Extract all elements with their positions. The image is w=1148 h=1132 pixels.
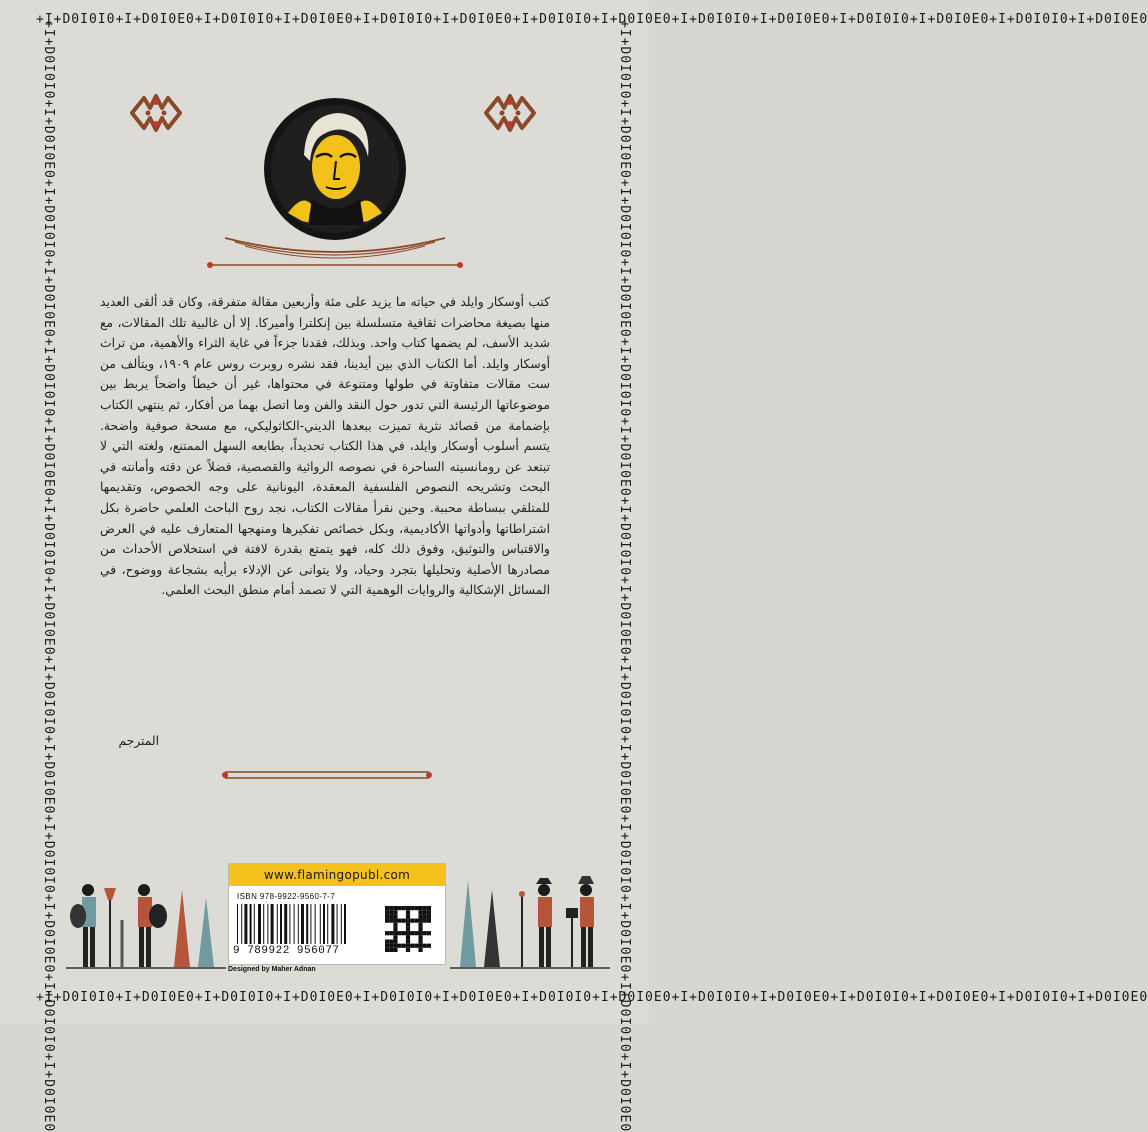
barcode-panel — [228, 863, 446, 965]
border-pattern-left: +I+D0I0I0+I+D0I0E0+I+D0I0I0+I+D0I0E0+I+D0I0I0+I+D0I0E0+I+D0I0I0+I+D0I0E0+I+D0I0I0+I+D0I0E0+I+D0I0I0+I+D0I0E0+I+D0I0I0+I+D0I0E0 — [41, 20, 56, 1132]
barcode-icon — [235, 904, 377, 944]
tribal-ornament-icon — [128, 90, 184, 136]
tribal-ornament-icon — [482, 90, 538, 136]
border-pattern-top: +I+D0I0I0+I+D0I0E0+I+D0I0I0+I+D0I0E0+I+D0I0I0+I+D0I0E0+I+D0I0I0+I+D0I0E0+I+D0I0I0+I+D0I0E0+I+D0I0I0+I+D0I0E0+I+D0I0I0+I+D0I0E0 — [36, 12, 1148, 27]
warriors-illustration-left — [66, 870, 226, 972]
book-description: كتب أوسكار وايلد في حياته ما يزيد على مئة وأربعين مقالة متفرقة، وكان قد ألقى العديد منها بصيغة محاضرات ثقافية متسلسلة بين إنكلترا وأميركا. إلا أن غالبية تلك المقالات، مع شديد الأسف، لم يضمها كتاب واحد. وبذلك، فقدنا جزءاً في غاية الثراء والأهمية، من تراث أوسكار وايلد. أما الكتاب الذي بين أيدينا، فقد نشره روبرت روس عام ١٩٠٩، ويتألف من ست مقالات متفاوتة في طولها ومتنوعة في محتواها، غير أن خيطاً واضحاً يربط بين موضوعاتها الرئيسة التي تدور حول النقد والفن وما اتصل بهما من أفكار، ثم ينتهي الكتاب بإضمامة من قصائد نثرية تميزت ببعدها الديني-الكاثوليكي، مع مسحة صوفية واضحة. يتسم أسلوب أوسكار وايلد، في هذا الكتاب تحديداً، بطابعه السهل الممتنع، ولغته التي لا تبتعد عن رومانسيته الساحرة في نصوصه الروائية والقصصية، فضلاً عن دقته وأمانته في البحث وتشريحه النصوص الفلسفية المعقدة، اليونانية على وجه الخصوص، وتقديمها للمتلقي ببساطة محببة. وحين نقرأ مقالات الكتاب، نجد روح الباحث العلمي حاضرة بكل اشتراطاتها وأدواتها الأكاديمية، وبكل خصائص تفكيرها ومنهجها المتعارف عليه في العرض والاقتباس والتوثيق، وفوق ذلك كله، فهو يتمتع بقدرة لافتة في استخلاص الأحداث من مصادرها الأصلية وتحليلها بتجرد وحياد، ولا يتوانى عن الإدلاء برأيه بشجاعة ووضوح، في المسائل الإشكالية والروايات الوهمية التي لا تصمد أمام منطق البحث العلمي. — [100, 295, 550, 598]
designer-credit: Designed by Maher Adnan — [228, 966, 316, 973]
isbn-label: ISBN 978-9922-9560-7-7 — [237, 892, 336, 901]
qr-code-icon — [385, 906, 431, 952]
oscar-wilde-portrait — [260, 95, 410, 243]
decorative-divider — [205, 228, 465, 273]
warriors-illustration-right — [450, 870, 610, 972]
decorative-divider — [222, 765, 432, 785]
translator-signature: المترجم — [118, 734, 159, 748]
publisher-url[interactable]: www.flamingopubl.com — [229, 864, 445, 886]
border-pattern-bottom: +I+D0I0I0+I+D0I0E0+I+D0I0I0+I+D0I0E0+I+D0I0I0+I+D0I0E0+I+D0I0I0+I+D0I0E0+I+D0I0I0+I+D0I0E0+I+D0I0I0+I+D0I0E0+I+D0I0I0+I+D0I0E0 — [36, 990, 1148, 1005]
border-pattern-right: +I+D0I0I0+I+D0I0E0+I+D0I0I0+I+D0I0E0+I+D0I0I0+I+D0I0E0+I+D0I0I0+I+D0I0E0+I+D0I0I0+I+D0I0E0+I+D0I0I0+I+D0I0E0+I+D0I0I0+I+D0I0E0 — [617, 20, 632, 1132]
barcode-digits: 9 789922 956077 — [233, 945, 340, 957]
